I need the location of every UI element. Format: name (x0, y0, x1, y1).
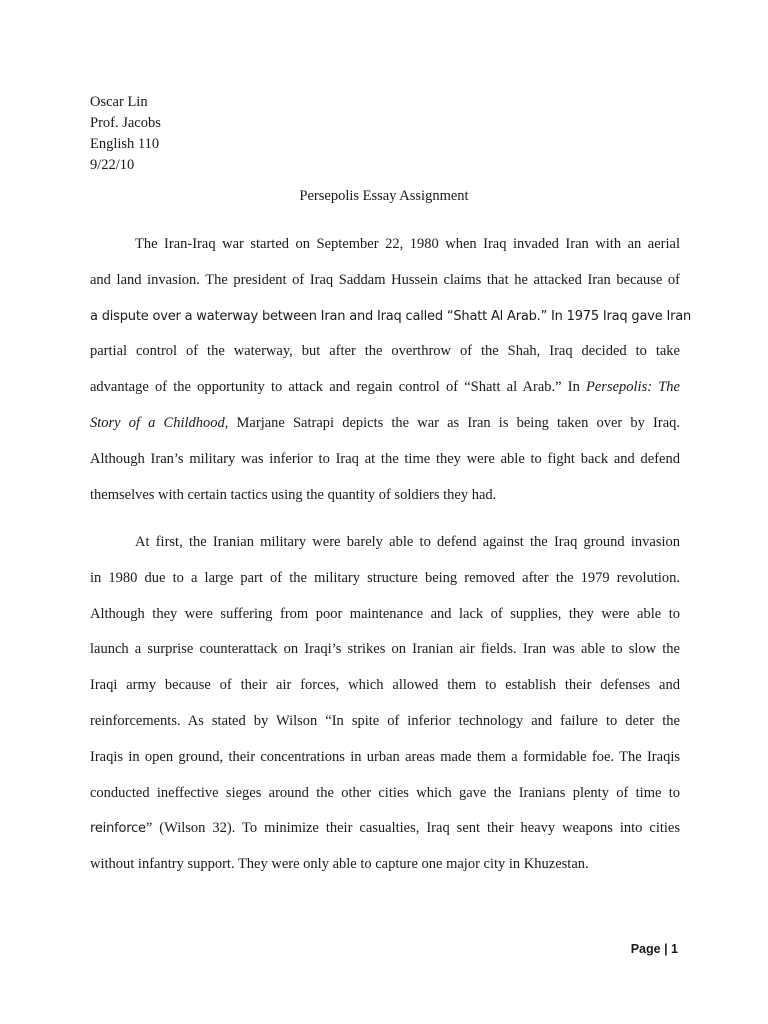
paragraph-line (90, 406, 680, 442)
book-title-italic: Story of a Childhood (90, 414, 225, 431)
paragraph-line: Although Iran’s military was inferior to Iraq at the time they were able to fight back and defend (90, 450, 680, 467)
header-block (90, 92, 161, 176)
page-number: Page | 1 (630, 942, 678, 956)
paragraph-line: partial control of the waterway, but after the overthrow of the Shah, Iraq decided to take (90, 343, 680, 360)
paragraph-line: conducted ineffective sieges around the other cities which gave the Iranians plenty of time to (90, 784, 680, 801)
paragraph-line: and land invasion. The president of Iraq Saddam Hussein claims that he attacked Iran because of (90, 271, 680, 288)
paragraph-line (90, 299, 692, 335)
paragraph-line: Iraqis in open ground, their concentrations in urban areas made them a formidable foe. The Iraqis (90, 748, 680, 765)
paragraph-line: At first, the Iranian military were barely able to defend against the Iraq ground invasion (135, 534, 680, 550)
professor-name: Prof. Jacobs (90, 115, 161, 131)
paragraph-line: The Iran-Iraq war started on September 22, 1980 when Iraq invaded Iran with an aerial (135, 236, 680, 252)
paragraph-line: themselves with certain tactics using the quantity of soldiers they had. (90, 486, 497, 503)
paragraph-line-text: , Marjane Satrapi depicts the war as Iran is being taken over by Iraq. (224, 414, 680, 431)
paragraph-line: Iraqi army because of their air forces, which allowed them to establish their defenses and (90, 677, 680, 694)
paragraph-line-text: ” (Wilson 32). To minimize their casualties, Iraq sent their heavy weapons into cities (145, 820, 680, 837)
paragraph-line: launch a surprise counterattack on Iraqi’s strikes on Iranian air fields. Iran was able to slow the (90, 641, 680, 658)
author-name: Oscar Lin (90, 94, 148, 110)
paragraph-line: Although they were suffering from poor maintenance and lack of supplies, they were able to (90, 605, 680, 622)
paragraph-2 (90, 525, 680, 883)
paragraph-line: without infantry support. They were only able to capture one major city in Khuzestan. (90, 856, 589, 873)
essay-title: Persepolis Essay Assignment (299, 188, 469, 204)
book-title-italic: Persepolis: The (586, 379, 680, 396)
paragraph-line-text: reinforce (90, 821, 146, 837)
paragraph-line: reinforcements. As stated by Wilson “In spite of inferior technology and failure to deter the (90, 712, 680, 729)
paragraph-line (90, 811, 680, 847)
paragraph-line-text: advantage of the opportunity to attack and regain control of “Shatt al Arab.” In (90, 379, 587, 396)
essay-date: 9/22/10 (90, 157, 135, 173)
course-name: English 110 (90, 136, 160, 152)
paragraph-line: in 1980 due to a large part of the military structure being removed after the 1979 revolution. (90, 569, 680, 586)
paragraph-1 (90, 227, 692, 513)
paragraph-line-text: a dispute over a waterway between Iran and Iraq called “Shatt Al Arab.” In 1975 Iraq gave Iran (90, 308, 692, 324)
paragraph-line (90, 370, 680, 406)
